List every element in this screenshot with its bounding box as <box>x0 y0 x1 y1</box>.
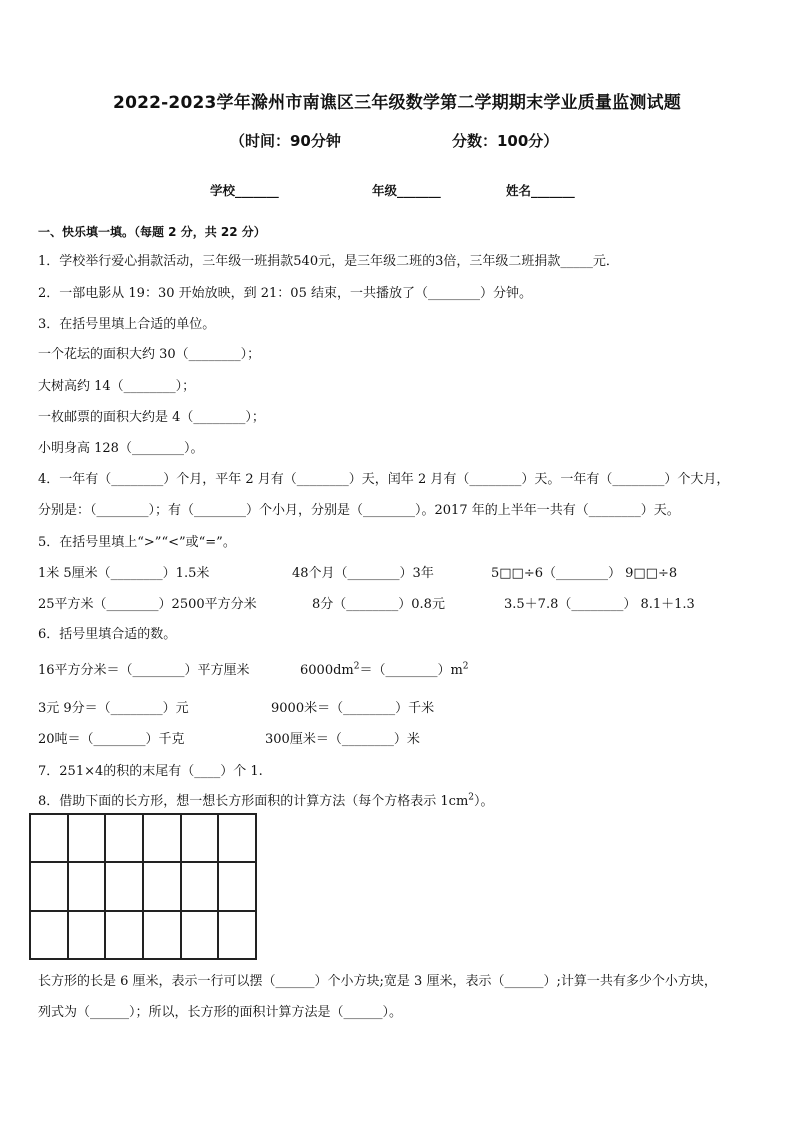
grid-cell <box>143 862 181 910</box>
question-5-item: 48个月（________）3年 <box>292 566 434 581</box>
question-5-item: 1米 5厘米（________）1.5米 <box>38 566 210 581</box>
question-6-item: 3元 9分＝（________）元 <box>38 701 189 716</box>
school-field: 学校_______ <box>210 183 279 198</box>
grid-cell <box>218 862 256 910</box>
grid-cell <box>181 862 219 910</box>
question-5-item: 8分（________）0.8元 <box>312 597 445 612</box>
question-3-item: 一个花坛的面积大约 30（________）； <box>38 347 261 362</box>
grid-cell <box>181 911 219 959</box>
superscript: 2 <box>468 792 475 803</box>
grid-cell <box>30 862 68 910</box>
grid-cell <box>30 911 68 959</box>
question-3-item: 小明身高 128（________）。 <box>38 441 204 456</box>
question-5: 5．在括号里填上“>”“<”或“=”。 <box>38 535 236 550</box>
question-8 <box>38 790 494 809</box>
question-6-item: 20吨＝（________）千克 <box>38 732 185 747</box>
grid-cell <box>105 911 143 959</box>
grid-cell <box>218 911 256 959</box>
question-3-item: 一枚邮票的面积大约是 4（________）； <box>38 410 265 425</box>
name-field: 姓名_______ <box>506 183 575 198</box>
grid-cell <box>105 862 143 910</box>
grid-cell <box>218 814 256 862</box>
question-4-line-1: 4．一年有（________）个月，平年 2 月有（________）天，闰年 2 月有（________）天。一年有（________）个大月， <box>38 472 730 487</box>
question-6-item: 300厘米＝（________）米 <box>265 732 420 747</box>
question-4-line-2: 分别是：（________）；有（________）个小月，分别是（________）。2017 年的上半年一共有（________）天。 <box>38 503 680 518</box>
page-title: 2022-2023学年滁州市南谯区三年级数学第二学期期末学业质量监测试题 <box>113 93 681 113</box>
question-6-item-part: ＝（________）m <box>359 663 463 678</box>
question-5-item: 3.5＋7.8（________） 8.1＋1.3 <box>504 597 695 612</box>
grid-cell <box>30 814 68 862</box>
question-3-item: 大树高约 14（________）； <box>38 379 196 394</box>
question-1: 1．学校举行爱心捐款活动，三年级一班捐款540元，是三年级二班的3倍，三年级二班捐款_____元． <box>38 254 619 269</box>
question-8-line-2: 列式为（______）；所以，长方形的面积计算方法是（______）。 <box>38 1005 403 1020</box>
question-8-line-1: 长方形的长是 6 厘米，表示一行可以摆（______）个小方块;宽是 3 厘米，表示（______）;计算一共有多少个小方块， <box>38 974 717 989</box>
question-7: 7．251×4的积的末尾有（____）个 1. <box>38 764 263 779</box>
question-3: 3．在括号里填上合适的单位。 <box>38 317 216 332</box>
grid-cell <box>68 862 106 910</box>
superscript: 2 <box>462 661 469 672</box>
question-8-part: 8．借助下面的长方形，想一想长方形面积的计算方法（每个方格表示 1cm <box>38 794 469 809</box>
exam-time: （时间：90分钟 <box>230 132 341 150</box>
grid-cell <box>143 911 181 959</box>
grid-cell <box>68 911 106 959</box>
exam-score: 分数：100分） <box>452 132 559 150</box>
grid-cell <box>105 814 143 862</box>
question-6-item: 9000米＝（________）千米 <box>271 701 435 716</box>
grid-cell <box>181 814 219 862</box>
grade-field: 年级_______ <box>372 183 441 198</box>
section-heading: 一、快乐填一填。（每题 2 分，共 22 分） <box>38 225 266 239</box>
question-8-part: ）。 <box>474 794 494 809</box>
rectangle-grid <box>29 813 257 960</box>
question-2: 2．一部电影从 19：30 开始放映，到 21：05 结束，一共播放了（________）分钟。 <box>38 286 532 301</box>
question-5-item: 25平方米（________）2500平方分米 <box>38 597 257 612</box>
question-6-item <box>300 659 469 678</box>
grid-cell <box>143 814 181 862</box>
grid-cell <box>68 814 106 862</box>
question-6: 6．括号里填合适的数。 <box>38 627 177 642</box>
question-5-item: 5□□÷6（________） 9□□÷8 <box>491 566 678 581</box>
question-6-item: 16平方分米＝（________）平方厘米 <box>38 663 250 678</box>
superscript: 2 <box>353 661 360 672</box>
question-6-item-part: 6000dm <box>300 663 354 678</box>
